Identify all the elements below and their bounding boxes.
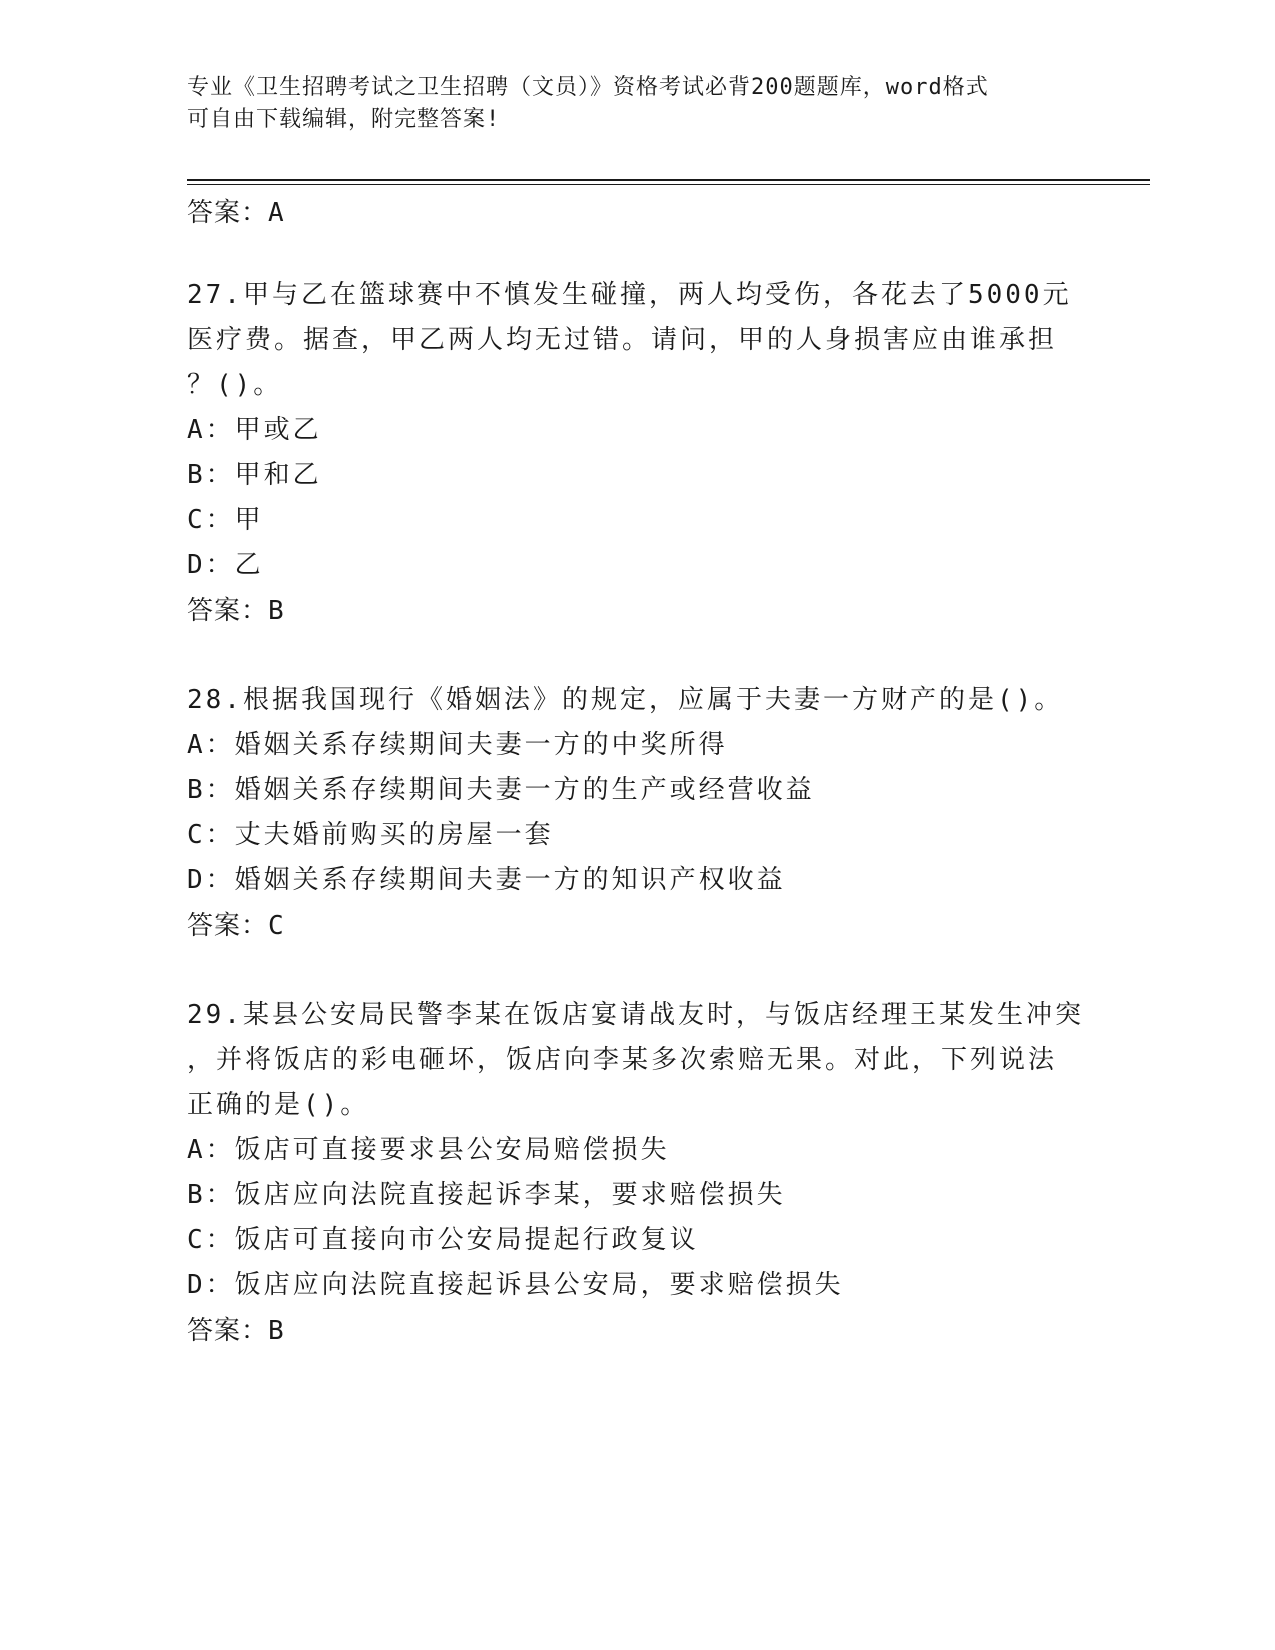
option-b: B：饭店应向法院直接起诉李某，要求赔偿损失 <box>187 1180 786 1210</box>
header-line-1: 专业《卫生招聘考试之卫生招聘（文员）》资格考试必背200题题库，word格式 <box>187 75 989 100</box>
question-block <box>187 273 1087 634</box>
question-line: 27.甲与乙在篮球赛中不慎发生碰撞，两人均受伤，各花去了5000元 <box>187 280 1072 310</box>
question-text <box>187 993 1087 1128</box>
spacer <box>187 634 1087 678</box>
answer-label: 答案： <box>187 596 269 626</box>
option-a: A：婚姻关系存续期间夫妻一方的中奖所得 <box>187 730 728 760</box>
option-d: D：饭店应向法院直接起诉县公安局，要求赔偿损失 <box>187 1270 844 1300</box>
header-rule-thick <box>187 179 1150 181</box>
option-c: C：饭店可直接向市公安局提起行政复议 <box>187 1225 699 1255</box>
option-a: A：甲或乙 <box>187 415 322 445</box>
option-d: D：婚姻关系存续期间夫妻一方的知识产权收益 <box>187 865 786 895</box>
question-line: 医疗费。据查，甲乙两人均无过错。请问，甲的人身损害应由谁承担 <box>187 325 1058 355</box>
option-a: A：饭店可直接要求县公安局赔偿损失 <box>187 1135 670 1165</box>
answer-label: 答案： <box>187 198 269 228</box>
option-b: B：甲和乙 <box>187 460 322 490</box>
option-c: C：甲 <box>187 505 264 535</box>
question-text <box>187 678 1087 723</box>
option-b: B：婚姻关系存续期间夫妻一方的生产或经营收益 <box>187 775 815 805</box>
answer-label: 答案： <box>187 1316 269 1346</box>
spacer <box>187 236 1087 273</box>
answer-value: A <box>268 198 285 228</box>
answer-value: B <box>268 1316 285 1346</box>
question-line: 正确的是()。 <box>187 1090 370 1120</box>
document-header <box>187 72 1067 136</box>
option-c: C：丈夫婚前购买的房屋一套 <box>187 820 554 850</box>
answer-line <box>187 903 1087 949</box>
question-line: 28.根据我国现行《婚姻法》的规定，应属于夫妻一方财产的是()。 <box>187 685 1064 715</box>
answer-line <box>187 1308 1087 1354</box>
question-line: 29.某县公安局民警李某在饭店宴请战友时，与饭店经理王某发生冲突 <box>187 1000 1084 1030</box>
header-line-2: 可自由下载编辑，附完整答案! <box>187 107 501 132</box>
question-text <box>187 273 1087 408</box>
option-d: D：乙 <box>187 550 264 580</box>
spacer <box>187 949 1087 993</box>
header-rule-thin <box>187 184 1150 185</box>
answer-line <box>187 190 1087 236</box>
question-block <box>187 993 1087 1354</box>
answer-line <box>187 588 1087 634</box>
answer-value: C <box>268 911 285 941</box>
question-block <box>187 678 1087 949</box>
question-line: ，并将饭店的彩电砸坏，饭店向李某多次索赔无果。对此，下列说法 <box>187 1045 1058 1075</box>
document-body <box>187 190 1087 1354</box>
answer-label: 答案： <box>187 911 269 941</box>
question-line: ？()。 <box>187 370 283 400</box>
answer-value: B <box>268 596 285 626</box>
